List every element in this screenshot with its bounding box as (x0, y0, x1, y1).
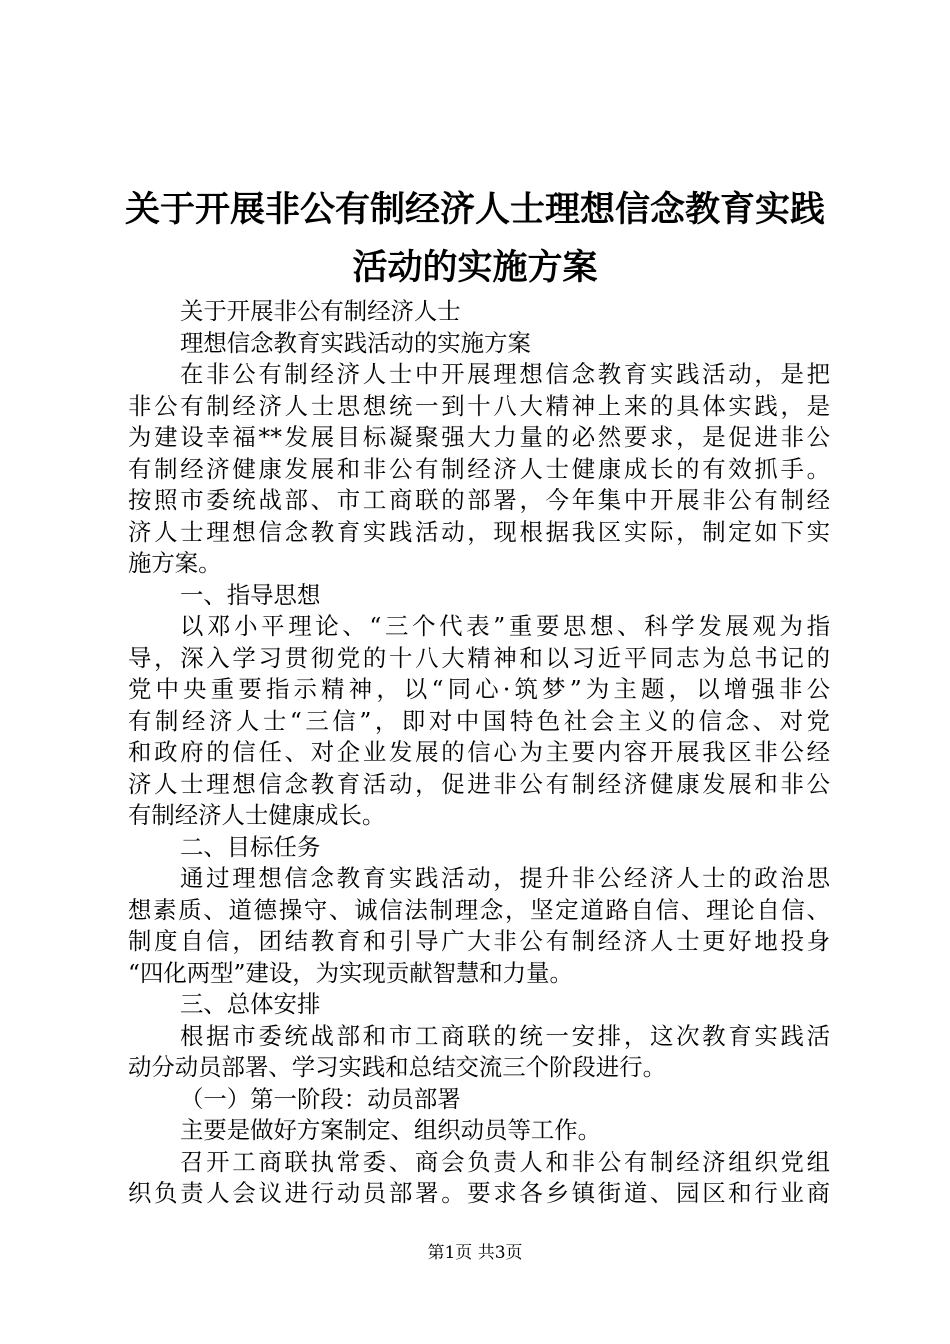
subsection-heading: （一）第一阶段：动员部署 (180, 1084, 461, 1113)
body-line: 导，深入学习贯彻党的十八大精神和以习近平同志为总书记的 (128, 643, 830, 672)
body-line: 济人士理想信念教育活动，促进非公有制经济健康发展和非公 (128, 769, 830, 798)
body-line: 党中央重要指示精神，以“同心·筑梦”为主题，以增强非公 (128, 675, 830, 703)
body-line: 召开工商联执常委、商会负责人和非公有制经济组织党组 (180, 1147, 830, 1176)
body-line: 制度自信，团结教育和引导广大非公有制经济人士更好地投身 (128, 927, 830, 955)
section-heading: 三、总体安排 (180, 990, 321, 1018)
body-line: 有制经济人士健康成长。 (128, 801, 386, 829)
document-title-line-1: 关于开展非公有制经济人士理想信念教育实践 (124, 189, 825, 230)
body-line: 通过理想信念教育实践活动，提升非公经济人士的政治思 (180, 864, 830, 892)
body-line: 织负责人会议进行动员部署。要求各乡镇街道、园区和行业商 (128, 1179, 830, 1207)
body-line: 动分动员部署、学习实践和总结交流三个阶段进行。 (128, 1053, 666, 1081)
body-line: 关于开展非公有制经济人士 (180, 297, 461, 325)
body-line: 按照市委统战部、市工商联的部署，今年集中开展非公有制经 (128, 486, 830, 514)
page-footer: 第1页 共3页 (427, 1243, 523, 1263)
body-line: 济人士理想信念教育实践活动，现根据我区实际，制定如下实 (128, 517, 830, 546)
body-line: 施方案。 (128, 549, 222, 577)
body-line: 以邓小平理论、“三个代表”重要思想、科学发展观为指 (180, 612, 830, 640)
section-heading: 二、目标任务 (180, 832, 321, 861)
body-line: 为建设幸福**发展目标凝聚强大力量的必然要求，是促进非公 (128, 423, 830, 451)
body-line: 有制经济人士“三信”，即对中国特色社会主义的信念、对党 (128, 706, 830, 735)
body-line: 想素质、道德操守、诚信法制理念，坚定道路自信、理论自信、 (128, 895, 830, 924)
section-heading: 一、指导思想 (180, 580, 321, 609)
body-line: 主要是做好方案制定、组织动员等工作。 (180, 1116, 602, 1144)
document-title-line-2: 活动的实施方案 (352, 247, 598, 288)
body-line: 非公有制经济人士思想统一到十八大精神上来的具体实践，是 (128, 391, 830, 420)
body-line: 理想信念教育实践活动的实施方案 (180, 328, 531, 357)
document-body (128, 296, 830, 1210)
body-line: 有制经济健康发展和非公有制经济人士健康成长的有效抓手。 (128, 454, 830, 483)
body-line: “四化两型”建设，为实现贡献智慧和力量。 (128, 958, 573, 987)
body-line: 在非公有制经济人士中开展理想信念教育实践活动，是把 (180, 360, 830, 388)
body-line: 根据市委统战部和市工商联的统一安排，这次教育实践活 (180, 1021, 830, 1050)
body-line: 和政府的信任、对企业发展的信心为主要内容开展我区非公经 (128, 738, 830, 766)
